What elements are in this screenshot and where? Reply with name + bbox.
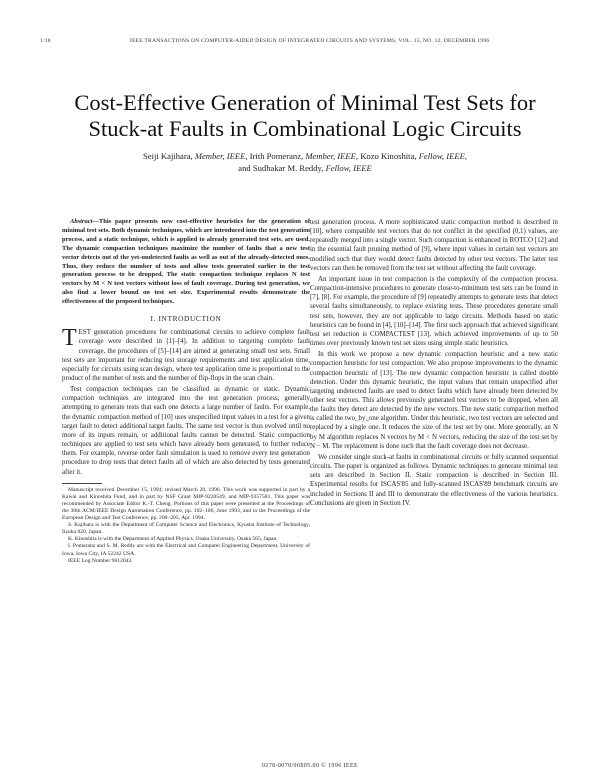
title-line-2: Stuck-at Faults in Combinational Logic Circuits — [88, 116, 522, 141]
paper-title — [30, 90, 580, 142]
copyright-line: 0278-0070/96$05.00 © 1996 IEEE — [261, 763, 359, 769]
footnote-affiliation-2: K. Kinoshita is with the Department of Applied Physics, Osaka University, Osaka 565, Japan. — [68, 536, 278, 543]
author-2: , Irith Pomeranz, — [245, 151, 306, 161]
author-4: and Sudhakar M. Reddy, — [238, 163, 326, 173]
author-sep: , — [464, 151, 467, 161]
page-number: 1/18 — [40, 38, 51, 44]
abstract-lead: Abstract — [70, 218, 93, 225]
right-column — [310, 218, 558, 510]
left-column — [62, 218, 310, 565]
abstract-text: —This paper presents new cost-effective heuristics for the generation of minimal test sets. Both dynamic techniques, which are introduced into the test generation process, and a static technique, which is applied to already generated test sets, are used. The dynamic compaction techniques maximize the number of faults that a new test vector detects out of the yet-undetected faults as well as out of the already-detected ones. Thus, they reduce the number of tests and allow tests generated earlier in the test generation process to be dropped. The static compaction technique replaces N test vectors by M < N test vectors without loss of fault coverage. During test generation, we also find a lower bound on test set size. Experimental results demonstrate the effectiveness of the proposed techniques. — [62, 218, 310, 306]
author-3: , Kozo Kinoshita, — [355, 151, 419, 161]
footnotes — [62, 487, 310, 565]
right-paragraph-2: An important issue in test compaction is the complexity of the compaction process. Compaction-intensive procedures to generate close-to-minimum test sets can be found in [7], [8]. For example, the procedure of [9] repeatedly attempts to generate tests that detect several faults simultaneously, to replace existing tests. These procedures generate small test sets, however, they are not applicable to large circuits. Methods based on static heuristics can be found in [4], [10]–[14]. The first such approach that achieved significant test set reduction is COMPACTEST [13], which achieved improvements of up to 50 times over previously known test set sizes using simple static heuristics. — [310, 275, 558, 348]
author-1: Seiji Kajihara, — [143, 151, 195, 161]
running-head — [40, 38, 580, 50]
section-heading-introduction: I. INTRODUCTION — [150, 314, 222, 324]
author-4-role: Fellow, IEEE — [325, 163, 372, 173]
author-3-role: Fellow, IEEE — [418, 151, 465, 161]
author-2-role: Member, IEEE — [305, 151, 356, 161]
intro-paragraph-2: Test compaction techniques can be classified as dynamic or static. Dynamic compaction techniques are integrated into the test generation process, generally attempting to generate tests that each one detects a large number of faults. For example, the dynamic compaction method of [10] uses unspecified input values in a test for a given target fault to detect additional target faults. The same test vector is thus evolved until no more of its inputs remain, or additional faults cannot be detected. Static compaction techniques are applied to test sets which have already been generated, to further reduce them. For example, reverse order fault simulation is used to remove every test generation procedure to drop tests that detect faults all of which are also detected by tests generated after it. — [62, 386, 310, 476]
title-line-1: Cost-Effective Generation of Minimal Test Sets for — [74, 90, 536, 115]
footnote-affiliation-1: S. Kajihara is with the Department of Computer Science and Electronics, Kyushu Institute of Technology, Iizuka 820, Japan. — [62, 522, 310, 536]
right-paragraph-4: We consider single stuck-at faults in combinational circuits or fully scanned sequential circuits. The paper is organized as follows. Dynamic techniques to generate minimal test sets are described in Section II. Static compaction is described in Section III. Experimental results for ISCAS'85 and fully-scanned ISCAS'89 benchmark circuits are included in Sections II and III to demonstrate the effectiveness of the various heuristics. Conclusions are given in Section IV. — [310, 453, 558, 507]
footnote-rule — [62, 483, 102, 484]
abstract — [62, 218, 310, 307]
footnote-manuscript: Manuscript received December 15, 1994; revised March 20, 1996. This work was supported in part by a Kawai and Kinoshita Fund, and in part by NSF Grant MIP-9220549, and MIP-9357581. This paper was recommended by Associate Editor K.-T. Cheng. Portions of this paper were presented at the Proceedings of the 30th ACM/IEEE Design Automation Conference, pp. 102–106, June 1993, and in the Proceedings of the European Design and Test Conference, pp. 200–205, Apr. 1994. — [62, 486, 310, 522]
drop-cap: T — [62, 325, 77, 352]
intro-paragraph-1 — [62, 325, 310, 383]
right-paragraph-3: In this work we propose a new dynamic compaction heuristic and a new static compaction heuristic for test compaction. We also propose improvements to the dynamic compaction heuristic of [13]. The new dynamic compaction heuristic is called double detection. Under this dynamic heuristic, the input values that remain unspecified after targeting undetected faults are used to detect faults which have already been detected by other test vectors. This allows previously generated test vectors to be dropped, when all the faults they detect are detected by the new vectors. The new static compaction method is called the two_by_one algorithm. Under this heuristic, two test vectors are selected and replaced by a single one. It reduces the size of the test set by one. More generally, an N by M algorithm replaces N vectors by M < N vectors, reducing the size of the test set by N − M. The replacement is done such that the fault coverage does not decrease. — [310, 351, 558, 450]
intro-paragraph-1-text: EST generation procedures for combinational circuits to achieve complete fault coverage were described in [1]–[4]. In addition to targeting complete fault coverage, the procedures of [5]–[14] are aimed at generating small test sets. Small test sets are important for reducing test storage requirements and test application time, especially for circuits using scan design, where test application time is proportional to the product of the number of tests and the number of flip-flops in the scan chain. — [62, 329, 310, 382]
right-paragraph-1: test generation process. A more sophisticated static compaction method is described in [10], where compatible test vectors that do not conflict in the specified (0,1) values, are repeatedly merged into a single vector. Such compaction is enhanced in ROTCO [12] and in the essential fault pruning method of [9], where input values in certain test vectors are modified such that they would detect faults detected by other test vectors. The latter test vectors can then be removed from the test set without affecting the fault coverage. — [310, 219, 558, 272]
author-list — [60, 150, 550, 174]
footnote-log-number: IEEE Log Number 9612043. — [68, 557, 133, 564]
footnote-affiliation-3: I. Pomeranz and S. M. Reddy are with the Electrical and Computer Engineering Department, University of Iowa, Iowa City, IA 52242 USA. — [62, 543, 310, 557]
author-1-role: Member, IEEE — [194, 151, 246, 161]
journal-line: IEEE TRANSACTIONS ON COMPUTER-AIDED DESIGN OF INTEGRATED CIRCUITS AND SYSTEMS, VOL. 15, NO. 12, DECEMBER 1996 — [130, 38, 490, 44]
